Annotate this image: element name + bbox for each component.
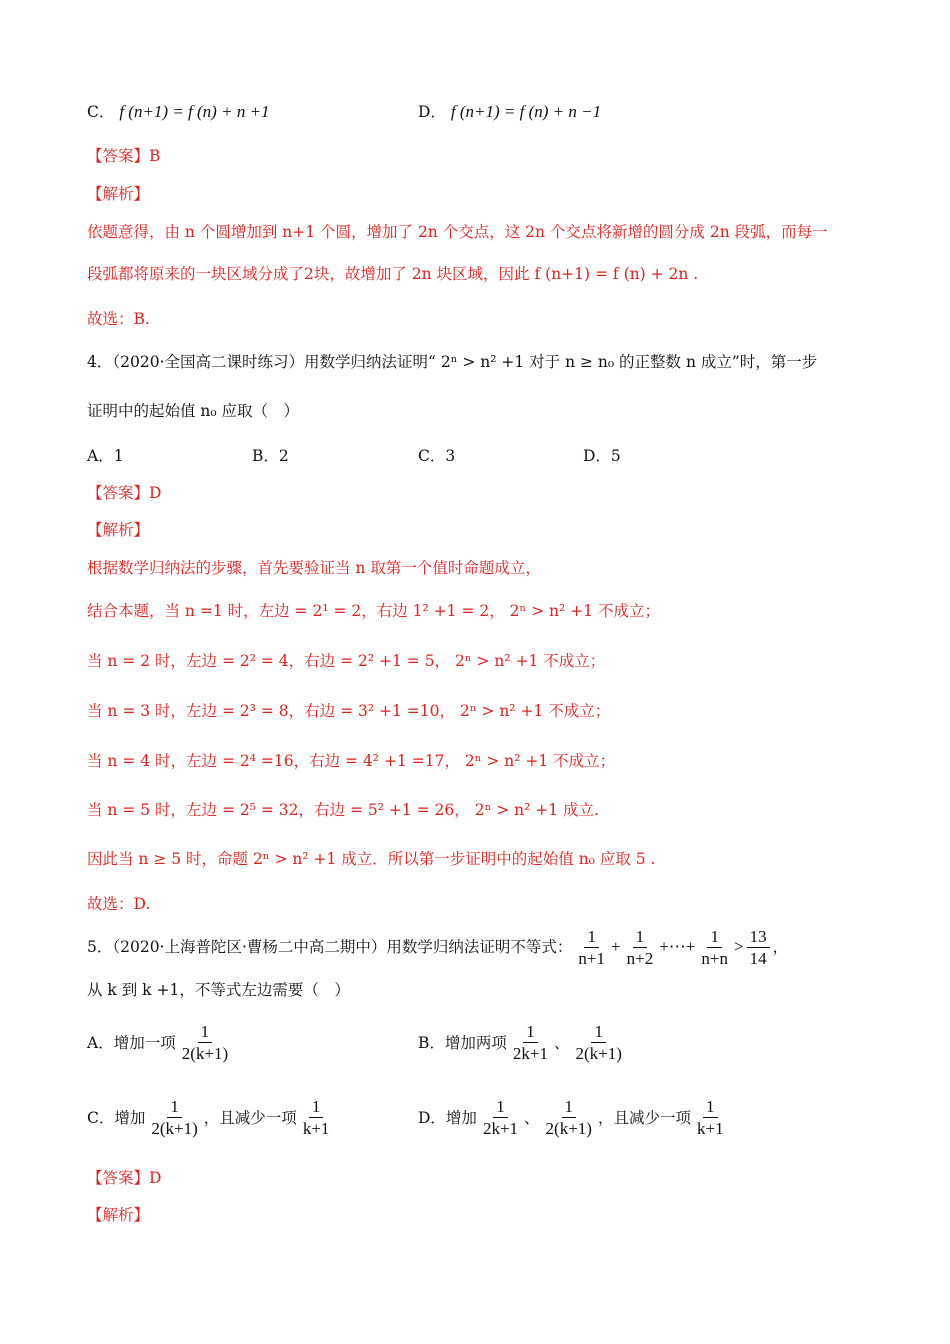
q4-option-b: B．2 xyxy=(252,447,289,465)
comma: ， xyxy=(772,938,789,956)
q5-stem-line2: 从 k 到 k +1，不等式左边需要（ ） xyxy=(87,981,350,999)
denominator: 2(k+1) xyxy=(151,1119,198,1138)
denominator: 2(k+1) xyxy=(545,1119,592,1138)
fraction-1-over-2k1p xyxy=(573,1022,625,1063)
q3-analysis-line2: 段弧都将原来的一块区域分成了2块，故增加了 2n 块区域，因此 f (n+1) = f (n) + 2n . xyxy=(87,265,699,283)
ellipsis-plus: +⋯+ xyxy=(659,937,696,956)
q5-answer: 【答案】D xyxy=(87,1169,162,1187)
fraction-1-over-n1 xyxy=(575,927,608,968)
fraction-1-over-2k1 xyxy=(510,1022,551,1063)
numerator: 1 xyxy=(309,1097,324,1118)
option-text: ，且减少一项 xyxy=(203,1108,297,1127)
option-label: D． xyxy=(418,103,446,121)
math-expression: f (n+1) = f (n) + n +1 xyxy=(119,102,270,121)
fraction-1-over-k1 xyxy=(694,1097,727,1138)
option-label: B．增加两项 xyxy=(418,1033,507,1052)
numerator: 1 xyxy=(703,1097,718,1118)
fraction-1-over-n2 xyxy=(624,927,657,968)
q4-option-a: A．1 xyxy=(87,447,124,465)
q5-option-a xyxy=(87,1022,234,1063)
denominator: n+2 xyxy=(626,948,654,968)
denominator: 2(k+1) xyxy=(575,1044,622,1063)
fraction-1-over-k1 xyxy=(300,1097,333,1138)
denominator: n+n xyxy=(701,948,728,968)
numerator: 1 xyxy=(523,1022,538,1043)
q3-option-d xyxy=(418,100,601,124)
q4-step-5: 当 n = 5 时，左边 = 2⁵ = 32，右边 = 5² +1 = 26， 2ⁿ > n² +1 成立. xyxy=(87,801,599,819)
numerator: 13 xyxy=(747,927,770,948)
q5-option-b xyxy=(418,1022,628,1063)
option-label: A．增加一项 xyxy=(87,1033,176,1052)
numerator: 1 xyxy=(633,927,648,948)
numerator: 1 xyxy=(198,1022,213,1043)
denominator: n+1 xyxy=(578,948,606,968)
separator: 、 xyxy=(524,1108,540,1127)
denominator: k+1 xyxy=(696,1119,724,1138)
math-expression: f (n+1) = f (n) + n −1 xyxy=(450,102,602,121)
numerator: 1 xyxy=(707,927,722,948)
q4-step-3: 当 n = 3 时，左边 = 2³ = 8，右边 = 3² +1 =10， 2ⁿ > n² +1 不成立； xyxy=(87,702,611,720)
q4-analysis-title: 【解析】 xyxy=(87,521,150,539)
denominator: 2(k+1) xyxy=(181,1044,229,1063)
q4-answer: 【答案】D xyxy=(87,484,162,502)
option-text: ，且减少一项 xyxy=(597,1108,691,1127)
q4-conclusion: 故选：D. xyxy=(87,895,151,913)
q3-answer: 【答案】B xyxy=(87,147,161,165)
q5-analysis-title: 【解析】 xyxy=(87,1206,150,1224)
q4-step-4: 当 n = 4 时，左边 = 2⁴ =16，右边 = 4² +1 =17， 2ⁿ > n² +1 不成立； xyxy=(87,752,616,770)
q4-stem-line1: 4．（2020·全国高二课时练习）用数学归纳法证明“ 2ⁿ > n² +1 对于 n ≥ n₀ 的正整数 n 成立”时，第一步 xyxy=(87,353,818,371)
numerator: 1 xyxy=(493,1097,508,1118)
q4-stem-line2: 证明中的起始值 n₀ 应取（ ） xyxy=(87,402,300,420)
fraction-13-over-14 xyxy=(747,927,770,968)
q5-option-d xyxy=(418,1097,730,1138)
numerator: 1 xyxy=(584,927,599,948)
q5-stem-text: 5．（2020·上海普陀区·曹杨二中高二期中）用数学归纳法证明不等式： xyxy=(87,938,573,956)
q4-step-1: 结合本题，当 n =1 时，左边 = 2¹ = 2，右边 1² +1 = 2， 2ⁿ > n² +1 不成立； xyxy=(87,602,660,620)
q5-stem-line1 xyxy=(87,924,788,970)
q3-option-c xyxy=(87,100,270,124)
plus-sign: + xyxy=(611,937,621,956)
greater-than-sign: > xyxy=(733,937,744,956)
q4-option-c: C．3 xyxy=(418,447,456,465)
numerator: 1 xyxy=(562,1097,577,1118)
option-label: C．增加 xyxy=(87,1108,146,1127)
separator: 、 xyxy=(554,1033,570,1052)
denominator: 14 xyxy=(749,948,767,968)
q3-analysis-line1: 依题意得，由 n 个圆增加到 n+1 个圆，增加了 2n 个交点，这 2n 个交点将新增的圆分成 2n 段弧，而每一 xyxy=(87,223,828,241)
q4-option-d: D．5 xyxy=(583,447,621,465)
numerator: 1 xyxy=(591,1022,606,1043)
q4-step-2: 当 n = 2 时，左边 = 2² = 4，右边 = 2² +1 = 5， 2ⁿ > n² +1 不成立； xyxy=(87,652,606,670)
q5-option-c xyxy=(87,1097,335,1138)
option-label: D．增加 xyxy=(418,1108,477,1127)
option-label: C． xyxy=(87,103,115,121)
q3-conclusion: 故选：B. xyxy=(87,310,150,328)
denominator: 2k+1 xyxy=(512,1044,548,1063)
fraction-1-over-2k1p xyxy=(179,1022,231,1063)
q4-step-0: 根据数学归纳法的步骤，首先要验证当 n 取第一个值时命题成立， xyxy=(87,559,541,577)
fraction-1-over-2k1p xyxy=(543,1097,595,1138)
denominator: 2k+1 xyxy=(482,1119,519,1138)
q3-analysis-title: 【解析】 xyxy=(87,185,150,203)
numerator: 1 xyxy=(167,1097,182,1118)
fraction-1-over-2k1 xyxy=(480,1097,521,1138)
fraction-1-over-2k1p xyxy=(148,1097,200,1138)
q4-step-6: 因此当 n ≥ 5 时，命题 2ⁿ > n² +1 成立．所以第一步证明中的起始值 n₀ 应取 5 . xyxy=(87,850,656,868)
fraction-1-over-nn xyxy=(698,927,731,968)
denominator: k+1 xyxy=(302,1119,330,1138)
